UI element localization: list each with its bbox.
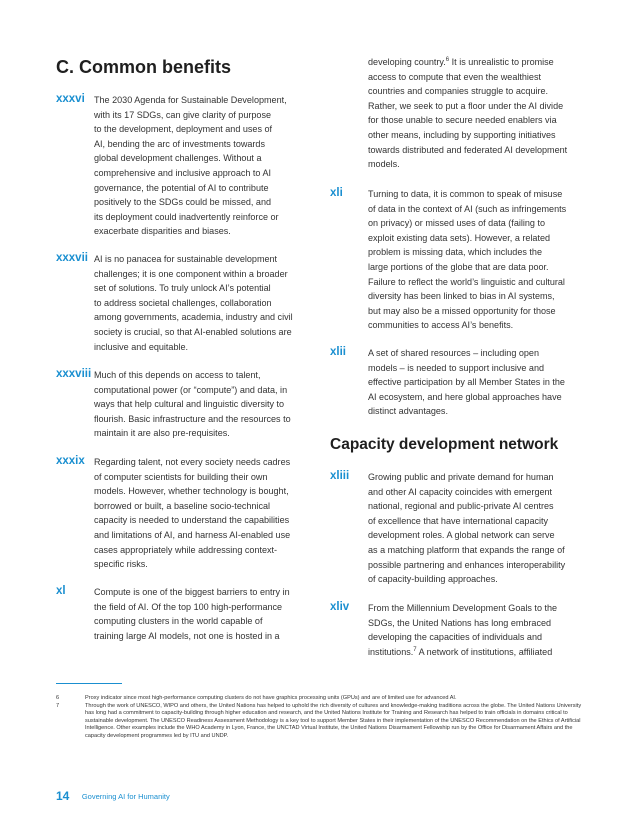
paragraph-xxxvii <box>56 252 308 357</box>
paragraph-text: Growing public and private demand for human and other AI capacity coincides with emergent national, regional and public-private AI centres of excellence that have international capacity development roles. A global network can serve as a matching platform that expands the range of possible partnering and enhances interoperability of capacity-building approaches. <box>368 472 566 585</box>
paragraph-number: xxxviii <box>56 368 92 380</box>
paragraph-xxxvi <box>56 93 308 243</box>
paragraph-text: Much of this depends on access to talent, computational power (or “compute”) and data, in ways that help cultural and linguistic diversity to flourish. Basic infrastructure and the resources to maintain it are also pre-requisites. <box>94 370 291 439</box>
paragraph-text: developing country.$^6$ It is unrealistic to promise access to compute that even the wealthiest countries and companies struggle to acquire. Rather, we seek to put a floor under the AI divide for those unable to secure needed enablers via other means, including by supporting initiatives towards distributed and federated AI development models. <box>368 56 568 170</box>
footnote-ref: 7 <box>413 646 417 653</box>
page-footer <box>56 787 170 805</box>
footnotes <box>56 695 586 741</box>
paragraph-xxxviii <box>56 368 308 443</box>
paragraph-xliii <box>330 470 585 590</box>
paragraph-text: A set of shared resources – including open models – is needed to support inclusive and effective participation by all Member States in the AI ecosystem, and here global approaches have distinct advantages. <box>368 348 565 417</box>
subsection-title: Capacity development network <box>330 436 559 453</box>
footnote-ref: 6 <box>445 56 450 63</box>
footnote-text: Proxy indicator since most high-performance computing clusters do not have graphics processing units (GPUs) and are of limited use for advanced AI. <box>85 695 457 701</box>
footnote <box>56 703 586 741</box>
paragraph-number: xlii <box>330 346 346 358</box>
paragraph-xliv <box>330 601 585 661</box>
paragraph-number: xxxvi <box>56 93 85 105</box>
paragraph-number: xli <box>330 187 343 199</box>
footnote-number: 7 <box>56 702 60 709</box>
paragraph-number: xliii <box>330 470 350 482</box>
paragraph-number: xxxix <box>56 455 85 467</box>
paragraph-number: xl <box>56 585 66 597</box>
paragraph-number: xliv <box>330 601 350 613</box>
paragraph-text: The 2030 Agenda for Sustainable Development, with its 17 SDGs, can give clarity of purpose to the development, deployment and uses of AI, bending the arc of investments towards global development challenges. Without a comprehensive and inclusive approach to AI governance, the potential of AI to contribute positively to the SDGs could be missed, and its deployment could inadvertently reinforce or exacerbate disparities and biases. <box>94 95 287 237</box>
paragraph-xlii <box>330 346 585 421</box>
paragraph-number: xxxvii <box>56 252 88 264</box>
page-number: 14 <box>56 789 70 803</box>
paragraph-xl <box>56 585 308 645</box>
section-title: C. Common benefits <box>56 57 232 77</box>
footnote-text: Through the work of UNESCO, WIPO and others, the United Nations has helped to uphold the rich diversity of cultures and knowledge-making traditions across the globe. The United Nations University has long had a commitment to capacity-building through higher education and research, and the United Nations Institute for Training and Research has helped to train officials in domains critical to sustainable development. The UNESCO Readiness Assessment Methodology is a key tool to support Member States in their implementation of the UNESCO Recommendation on the Ethics of Artificial Intelligence. Other examples include the WHO Academy in Lyon, France, the UNCTAD Virtual Institute, the United Nations Disarmament Fellowship run by the Office for Disarmament Affairs and the capacity development programmes led by ITU and UNDP. <box>85 702 582 739</box>
paragraph-xxxix <box>56 455 308 575</box>
publication-title: Governing AI for Humanity <box>81 792 170 801</box>
paragraph-xl-continued <box>330 55 585 175</box>
footnote-number: 6 <box>56 695 60 701</box>
paragraph-text: Compute is one of the biggest barriers to entry in the field of AI. Of the top 100 high-performance computing clusters in the world capable of training large AI models, not one is hosted in a <box>94 587 290 641</box>
footnote <box>56 695 586 703</box>
paragraph-text: AI is no panacea for sustainable development challenges; it is one component within a broader set of solutions. To truly unlock AI’s potential to address societal challenges, collaboration among governments, academia, industry and civil society is crucial, so that AI-enabled solutions are inclusive and equitable. <box>94 254 293 352</box>
paragraph-xli <box>330 187 585 337</box>
paragraph-text: From the Millennium Development Goals to the SDGs, the United Nations has long embraced developing the capacities of individuals and institutions.$^7$ A network of institutions, affiliated <box>368 603 558 657</box>
footnote-divider <box>56 683 122 684</box>
paragraph-text: Turning to data, it is common to speak of misuse of data in the context of AI (such as infringements on privacy) or missed uses of data (failing to exploit existing data sets). However, a related problem is missing data, which includes the large portions of the globe that are data poor. Failure to reflect the world’s linguistic and cultural diversity has been linked to bias in AI systems, but may also be a missed opportunity for those communities to access AI’s benefits. <box>368 189 567 331</box>
paragraph-text: Regarding talent, not every society needs cadres of computer scientists for building their own models. However, whether technology is bought, borrowed or built, a baseline socio-technical capacity is needed to understand the capabilities and limitations of AI, and harness AI-enabled use cases appropriately while addressing context- specific risks. <box>94 457 291 570</box>
